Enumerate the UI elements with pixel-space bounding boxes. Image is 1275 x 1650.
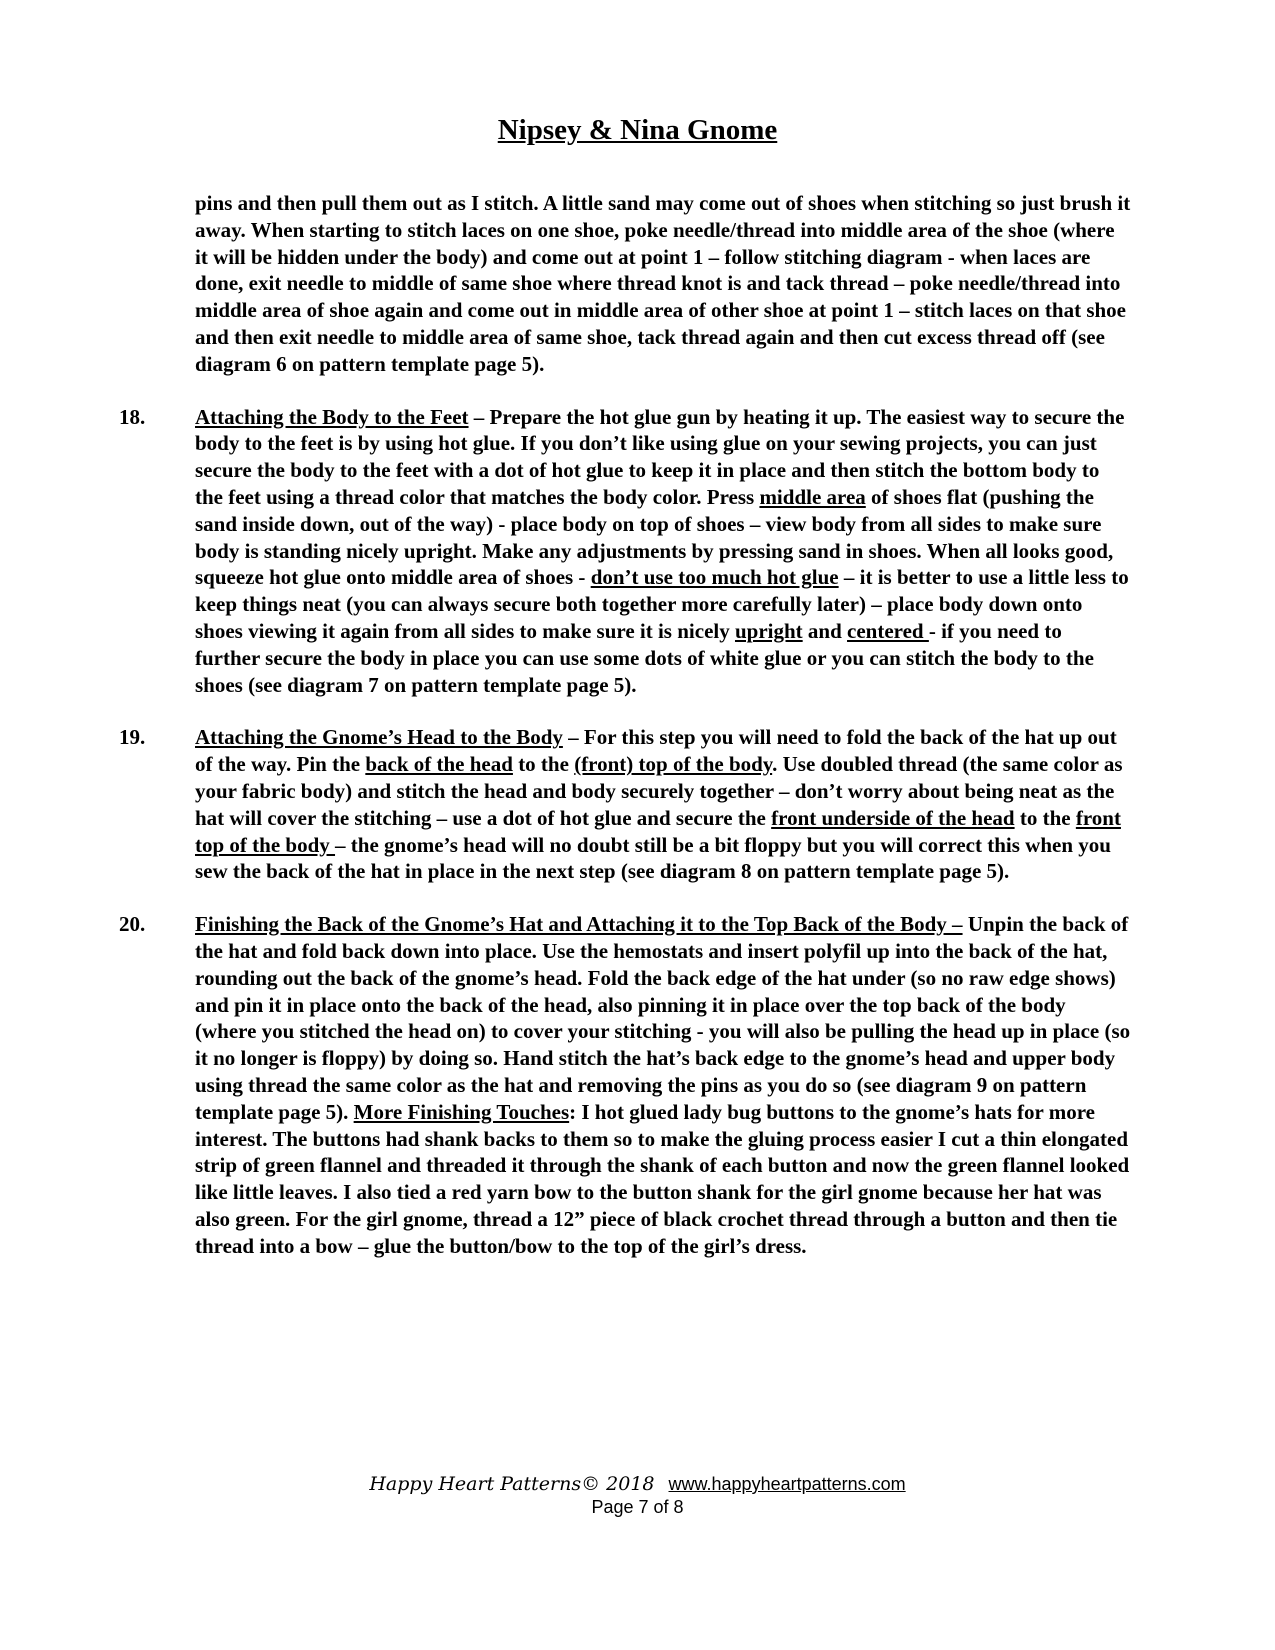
footer-copyright: © 2018: [581, 1473, 655, 1495]
step-text: Unpin the back of the hat and fold back down into place. Use the hemostats and insert polyfil up into the back of the hat, rounding out the back of the gnome’s head. Fold the back edge of the hat under (so no raw edge shows) and pin it in place onto the back of the head, also pinning it in place over the top back of the body (where you stitched the head on) to cover your stitching - you will also be pulling the head up in place (so it no longer is floppy) by doing so. Hand stitch the hat’s back edge to the gnome’s head and upper body using thread the same color as the hat and removing the pins as you do so (see diagram 9 on pattern template page 5).: [195, 912, 1131, 1124]
step-text: and: [802, 618, 848, 643]
continued-paragraph: pins and then pull them out as I stitch. A little sand may come out of shoes when stitching so just brush it away. When starting to stitch laces on one shoe, poke needle/thread into middle area of the shoe (where it will be hidden under the body) and come out at point 1 – follow stitching diagram - when laces are done, exit needle to middle of same shoe where thread knot is and tack thread – poke needle/thread into middle area of shoe again and come out in middle area of other shoe at point 1 – stitch laces on that shoe and then exit needle to middle area of same shoe, tack thread again and then cut excess thread off (see diagram 6 on pattern template page 5).: [195, 191, 1131, 376]
step-number: 20.: [119, 912, 146, 937]
step-heading: Attaching the Gnome’s Head to the Body: [195, 725, 563, 750]
footer-credits: [0, 1473, 1275, 1496]
step-text: - if you need to further secure the body in place you can use some dots of white glue or you can stitch the body to the shoes (see diagram 7 on pattern template page 5).: [195, 618, 1094, 697]
underlined-phrase: don’t use too much hot glue: [590, 565, 839, 590]
step-text: – it is better to use a little less to keep things neat (you can always secure both together more carefully later) – place body down onto shoes viewing it again from all sides to make sure it is nicely: [195, 565, 1129, 643]
underlined-phrase: front underside of the head: [771, 805, 1015, 830]
step-20: [119, 911, 1132, 1259]
footer-website-link[interactable]: www.happyheartpatterns.com: [668, 1474, 906, 1494]
step-text: . Use doubled thread (the same color as your fabric body) and stitch the head and body securely together – don’t worry about being neat as the hat will cover the stitching – use a dot of hot glue and secure the: [195, 752, 1123, 830]
step-text: – the gnome’s head will no doubt still be a bit floppy but you will correct this when you sew the back of the hat in place in the next step (see diagram 8 on pattern template page 5).: [195, 832, 1111, 884]
step-number: 19.: [119, 725, 146, 750]
step-text: to the: [1014, 805, 1076, 830]
footer-brand: Happy Heart Patterns: [369, 1473, 582, 1495]
step-text: – Prepare the hot glue gun by heating it up. The easiest way to secure the body to the feet is by using hot glue. If you don’t like using glue on your sewing projects, you can just secure the body to the feet with a dot of hot glue to keep it in place and then stitch the bottom body to the feet using a thread color that matches the body color. Press: [195, 404, 1125, 509]
underlined-phrase: back of the head: [365, 752, 513, 777]
step-heading: Attaching the Body to the Feet: [195, 404, 469, 429]
step-text: : I hot glued lady bug buttons to the gnome’s hats for more interest. The buttons had shank backs to them so to make the gluing process easier I cut a thin elongated strip of green flannel and threaded it through the shank of each button and now the green flannel looked like little leaves. I also tied a red yarn bow to the button shank for the girl gnome because her hat was also green. For the girl gnome, thread a 12” piece of black crochet thread through a button and then tie thread into a bow – glue the button/bow to the top of the girl’s dress.: [195, 1099, 1130, 1258]
step-text: to the: [512, 752, 575, 777]
step-heading: Finishing the Back of the Gnome’s Hat and Attaching it to the Top Back of the Body –: [195, 912, 963, 937]
underlined-phrase: (front) top of the body: [574, 752, 773, 777]
instructions-body: [119, 190, 1132, 1285]
step-text: of shoes flat (pushing the sand inside down, out of the way) - place body on top of shoes – view body from all sides to make sure body is standing nicely upright. Make any adjustments by pressing sand in shoes. When all looks good, squeeze hot glue onto middle area of shoes -: [195, 484, 1114, 590]
step-19: [119, 724, 1132, 885]
underlined-phrase: More Finishing Touches: [353, 1099, 570, 1124]
page-title: Nipsey & Nina Gnome: [497, 114, 778, 146]
step-text: – For this step you will need to fold the back of the hat up out of the way. Pin the: [195, 725, 1117, 777]
underlined-phrase: middle area: [759, 484, 866, 509]
underlined-phrase: front top of the body: [195, 805, 1121, 857]
underlined-phrase: centered: [847, 618, 929, 643]
underlined-phrase: upright: [734, 618, 803, 643]
step-18: [119, 404, 1132, 699]
page-number: Page 7 of 8: [591, 1497, 684, 1517]
step-number: 18.: [119, 404, 146, 429]
